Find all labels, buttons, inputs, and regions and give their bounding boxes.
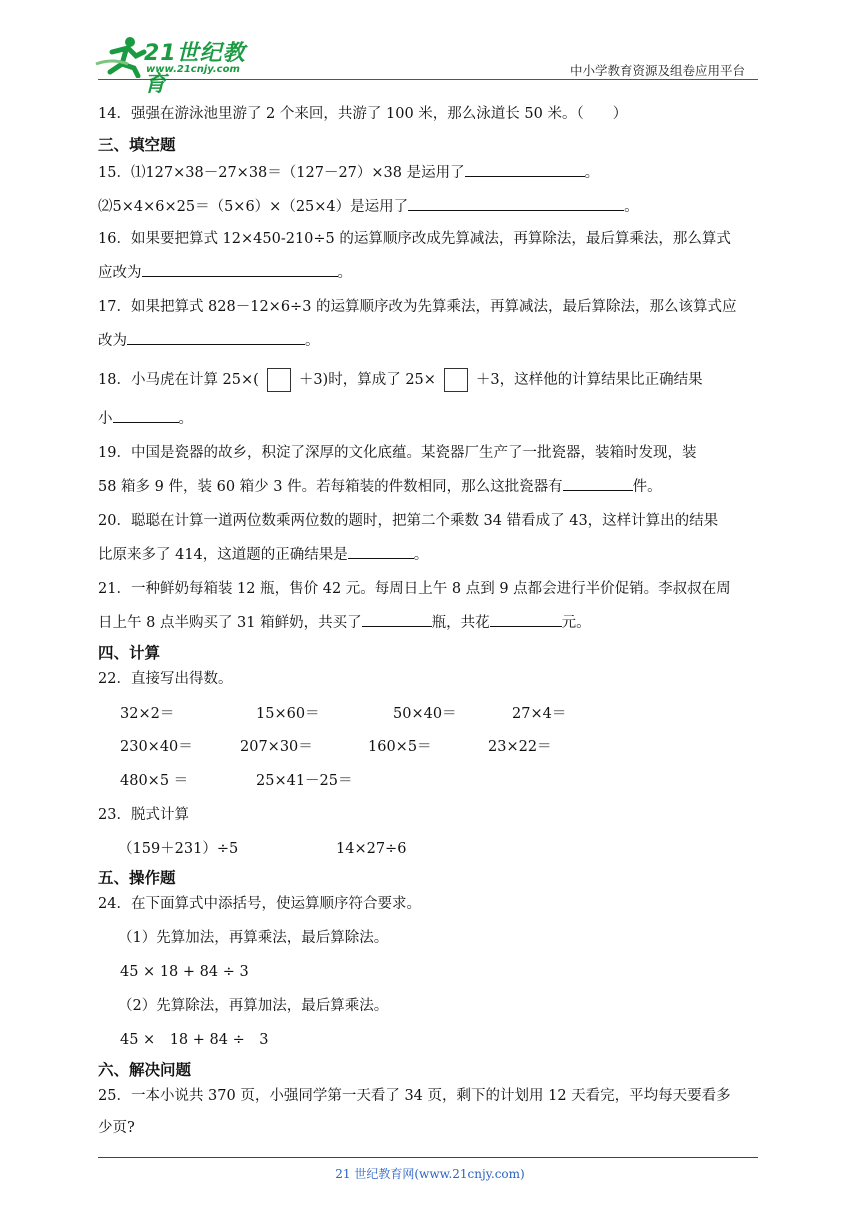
question-21-line1: 21．一种鲜奶每箱装 12 瓶，售价 42 元。每周日上午 8 点到 9 点都会进行半价促销。李叔叔在周 <box>98 581 731 597</box>
box-placeholder <box>444 368 468 392</box>
period: 。 <box>337 265 352 281</box>
answer-blank[interactable] <box>142 262 338 277</box>
calc-item: 480×5 ＝ <box>120 773 189 789</box>
calc-item: 15×60＝ <box>256 706 320 722</box>
answer-blank[interactable] <box>408 196 624 211</box>
header-rule <box>98 79 758 80</box>
question-24-part1: （1）先算加法，再算乘法，最后算除法。 <box>118 930 389 946</box>
calc-item: （159＋231）÷5 <box>118 841 239 857</box>
question-19-end: 件。 <box>632 479 662 495</box>
question-17-line2 <box>98 330 320 351</box>
section-title-6: 六、解决问题 <box>98 1061 192 1079</box>
question-25-line1: 25．一本小说共 370 页，小强同学第一天看了 34 页，剩下的计划用 12 天看完，平均每天要看多 <box>98 1088 731 1104</box>
question-25-line2: 少页? <box>98 1120 135 1136</box>
logo-main-text: 21世纪教育 <box>144 41 246 97</box>
question-14: 14．强强在游泳池里游了 2 个来回，共游了 100 米，那么泳道长 50 米。（ ） <box>98 106 628 122</box>
question-18-line1 <box>98 367 703 393</box>
calc-item: 14×27÷6 <box>336 841 407 857</box>
question-22: 22．直接写出得数。 <box>98 671 233 687</box>
question-17-text: 改为 <box>98 333 127 349</box>
period: 。 <box>584 165 600 181</box>
calc-item: 32×2＝ <box>120 706 175 722</box>
calc-item: 207×30＝ <box>240 739 313 755</box>
question-23: 23．脱式计算 <box>98 807 189 823</box>
question-24: 24．在下面算式中添括号，使运算顺序符合要求。 <box>98 896 421 912</box>
question-24-expr2: 45 × 18 + 84 ÷ 3 <box>120 1032 269 1048</box>
question-15b <box>98 196 639 217</box>
question-21-line2 <box>98 612 591 633</box>
period: 。 <box>178 411 193 427</box>
runner-logo-icon <box>92 34 152 78</box>
question-18-line2 <box>98 408 193 429</box>
calc-item: 50×40＝ <box>393 706 457 722</box>
calc-item: 27×4＝ <box>512 706 567 722</box>
question-18-text-b: ＋3)时，算成了 25× <box>298 372 436 388</box>
question-24-expr1: 45 × 18 + 84 ÷ 3 <box>120 964 249 980</box>
question-18-text-l2: 小 <box>98 411 113 427</box>
section-title-4: 四、计算 <box>98 644 161 662</box>
calc-item: 23×22＝ <box>488 739 552 755</box>
box-placeholder <box>267 368 291 392</box>
calc-item: 25×41－25＝ <box>256 773 353 789</box>
answer-blank[interactable] <box>362 612 432 627</box>
question-17-line1: 17．如果把算式 828－12×6÷3 的运算顺序改为先算乘法，再算减法，最后算除法，那么该算式应 <box>98 299 737 315</box>
answer-blank[interactable] <box>563 476 633 491</box>
question-19-line2 <box>98 476 662 497</box>
answer-blank[interactable] <box>127 330 305 345</box>
header-right-text: 中小学教育资源及组卷应用平台 <box>570 63 746 78</box>
question-18-text-a: 18．小马虎在计算 25×( <box>98 372 259 388</box>
footer-rule <box>98 1157 758 1158</box>
answer-blank[interactable] <box>490 612 562 627</box>
question-18-text-c: ＋3，这样他的计算结果比正确结果 <box>475 372 703 388</box>
period: 。 <box>413 547 429 563</box>
answer-blank[interactable] <box>348 544 414 559</box>
question-16-text: 应改为 <box>98 265 142 281</box>
logo-url-text: www.21cnjy.com <box>146 64 240 75</box>
question-20-line2 <box>98 544 428 565</box>
calc-item: 230×40＝ <box>120 739 193 755</box>
question-21-end: 元。 <box>561 615 591 631</box>
answer-blank[interactable] <box>465 162 585 177</box>
question-16-line1: 16．如果要把算式 12×450-210÷5 的运算顺序改成先算减法，再算除法，最后算乘法，那么算式 <box>98 231 731 247</box>
question-16-line2 <box>98 262 352 283</box>
footer-text: 21 世纪教育网(www.21cnjy.com) <box>335 1167 525 1181</box>
section-title-3: 三、填空题 <box>98 136 176 154</box>
period: 。 <box>305 333 320 349</box>
section-title-5: 五、操作题 <box>98 869 176 887</box>
question-15a <box>98 162 599 183</box>
question-19-line1: 19．中国是瓷器的故乡，积淀了深厚的文化底蕴。某瓷器厂生产了一批瓷器，装箱时发现，装 <box>98 445 697 461</box>
question-20-text: 比原来多了 414，这道题的正确结果是 <box>98 547 348 563</box>
question-24-part2: （2）先算除法，再算加法，最后算乘法。 <box>118 998 389 1014</box>
period: 。 <box>624 199 639 215</box>
header-logo <box>92 34 262 97</box>
answer-blank[interactable] <box>113 408 179 423</box>
question-21-mid: 瓶，共花 <box>431 615 490 631</box>
question-19-text: 58 箱多 9 件，装 60 箱少 3 件。若每箱装的件数相同，那么这批瓷器有 <box>98 479 563 495</box>
question-15a-text: 15．⑴127×38－27×38＝（127－27）×38 是运用了 <box>98 165 465 181</box>
question-20-line1: 20．聪聪在计算一道两位数乘两位数的题时，把第二个乘数 34 错看成了 43，这样计算出的结果 <box>98 513 719 529</box>
calc-item: 160×5＝ <box>368 739 432 755</box>
question-15b-text: ⑵5×4×6×25＝（5×6）×（25×4）是运用了 <box>98 199 409 215</box>
question-21-text: 日上午 8 点半购买了 31 箱鲜奶，共买了 <box>98 615 362 631</box>
